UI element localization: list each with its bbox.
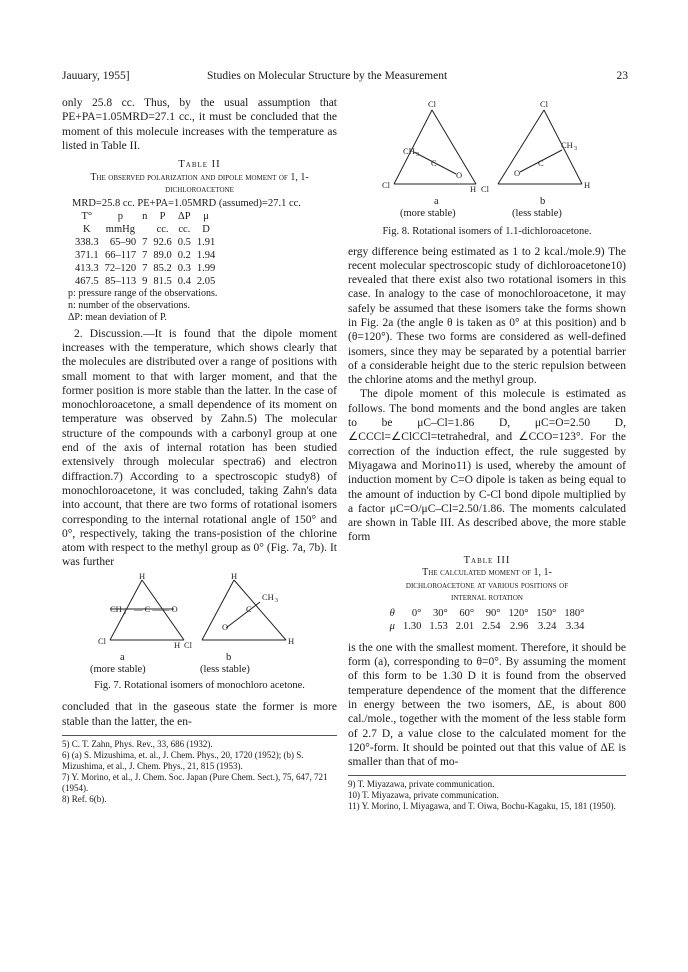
table-row: [72, 262, 218, 275]
discussion-paragraph: 2. Discussion.—It is found that the dipole moment increases with the temperature, which shows clearly that the molecules are distributed over a range of positions with small moment to that with larger moment, and that the former position is more stable than the latter. In the case of monochloroacetone, a small dependence of its moment on temperature was observed by Zahn.5) The molecular structure of the compounds with a carbonyl group at one end of the axis of internal rotation has been studied extensively through molecular spectra6) and electron diffraction.7) According to a spectroscopic study8) of monochloroacetone, it was concluded, taking Zahn's data into account, that there are two forms of rotational isomers corresponding to the internal rotational angle of 150° and 0°, respectively, taking the trans-posistion of the chlorine atom with respect to the methyl group as 0° (Fig. 7a, 7b). It was further: [62, 327, 337, 569]
cell: 338.3: [75, 236, 99, 248]
cell: 2.05: [196, 275, 216, 287]
cell: 0.3: [177, 262, 191, 274]
cell: 120°: [508, 607, 529, 619]
cell: 7: [142, 236, 148, 248]
svg-text:C: C: [538, 158, 544, 168]
cell: 72–120: [104, 262, 137, 274]
svg-text:O: O: [222, 621, 229, 632]
fig8-label-a: a: [434, 196, 439, 207]
table-label: Table III: [463, 554, 511, 566]
header-cell: P: [159, 210, 166, 222]
svg-text:C: C: [431, 158, 437, 168]
page-header: [62, 70, 628, 88]
footnote: 6) (a) S. Mizushima, et. al., J. Chem. Phys., 20, 1720 (1952); (b) S. Mizushima, et al., J. Chem. Phys., 21, 815 (1953).: [62, 749, 304, 771]
svg-text:O: O: [514, 168, 521, 178]
cell: 81.5: [153, 275, 172, 287]
svg-text:3: 3: [275, 597, 278, 604]
header-cell: p: [117, 210, 123, 222]
paragraph: ergy difference being estimated as 1 to 2 kcal./mole.9) The recent molecular spectroscopic study of dichloroacetone10) revealed that there exist also two rotational isomers in this case. In analogy to the case of monochloroacetone, it may safely be assumed that these isomers take the forms shown in Fig. 2a (the angle θ is taken as 0° at this position) and b (θ=120°). These two forms are considered as well-defined isomers, since they may be separated by a potential barrier of a considerable height due to the steric repulsion between the chlorine atoms and the methyl group.: [348, 245, 626, 387]
fig8-caption: Fig. 8. Rotational isomers of 1.1-dichloroacetone.: [382, 226, 592, 237]
cell: 1.94: [196, 249, 216, 261]
svg-text:H: H: [584, 180, 591, 190]
svg-text:CH: CH: [110, 603, 122, 614]
figure-7: [62, 572, 337, 680]
fig8-less-stable: (less stable): [512, 208, 562, 219]
cell: 89.0: [153, 249, 172, 261]
svg-text:CH: CH: [262, 591, 274, 602]
table-row: [72, 249, 218, 262]
cell: 66–117: [105, 249, 137, 261]
cell: 92.6: [153, 236, 172, 248]
cell: 85–113: [105, 275, 137, 287]
cell: 1.91: [196, 236, 216, 248]
dichloroacetone-isomer-diagram: [348, 96, 626, 196]
unit-cell: K: [83, 223, 91, 235]
paragraph: is the one with the smallest moment. Therefore, it should be form (a), corresponding to θ=0°. By assuming the moment of this form to be 1.30 D it is found from the observed temperature dependence of the moment that the difference in energy between the two isomers, ΔE, is about 800 cal./mole., together with the moment of the less stable form of 2.7 D, a value close to the calculated moment for the 120°-form. It should be pointed out that this value of ΔE is smaller than that of mo-: [348, 641, 626, 769]
cell: 371.1: [75, 249, 99, 261]
svg-text:Cl: Cl: [98, 635, 107, 646]
row-label: μ: [389, 620, 395, 632]
svg-text:3: 3: [416, 152, 419, 158]
paragraph: concluded that in the gaseous state the former is more stable than the latter, the en-: [62, 701, 337, 728]
footnote: 8) Ref. 6(b).: [62, 793, 107, 804]
figure-8: [348, 96, 626, 226]
unit-cell: mmHg: [105, 223, 135, 235]
cell: 7: [142, 249, 148, 261]
header-date: Jauuary, 1955]: [62, 70, 130, 82]
svg-text:Cl: Cl: [428, 99, 437, 109]
footnotes: [62, 735, 337, 805]
svg-text:— C —— O: — C —— O: [134, 603, 178, 614]
paragraph: only 25.8 cc. Thus, by the usual assumption that PE+PA=1.05MRD=27.1 cc., it must be concluded that the moment of this molecule increases with the temperature as listed in Table II.: [62, 97, 337, 152]
fig8-label-b: b: [540, 196, 546, 207]
svg-text:H: H: [231, 571, 238, 581]
cell: 2.01: [455, 620, 475, 632]
table-note: p: pressure range of the observations.: [68, 287, 218, 299]
table-note: n: number of the observations.: [68, 299, 190, 311]
cell: 0.4: [177, 275, 191, 287]
fig8-more-stable: (more stable): [400, 208, 456, 219]
fig7-label-b: b: [226, 651, 232, 663]
table-iii-caption: [348, 555, 626, 605]
table-row: [386, 620, 589, 633]
table-title: The observed polarization and dipole moment of 1, 1-dichloroacetone: [90, 171, 309, 196]
svg-text:3: 3: [574, 146, 577, 152]
paragraph: The dipole moment of this molecule is estimated as follows. The bond moments and the bond angles are taken to be μC–Cl=1.86 D, μC=O=2.50 D, ∠CCCl=∠ClCCl=tetrahedral, and ∠CCO=123°. For the correction of the induction effect, the rule suggested by Miyagawa and Morino11) is used, whereby the amount of induction moment by C=O dipole is taken as being equal to the amount of induction by C-Cl bond dipole multiplied by a factor μC=O/μC–Cl=2.50/1.86. The moments calculated are shown in Table III. As described above, the more stable form: [348, 388, 626, 544]
unit-cell: cc.: [156, 223, 169, 235]
svg-text:Cl: Cl: [540, 99, 549, 109]
cell: 30°: [433, 607, 448, 619]
row-label: θ: [389, 607, 395, 619]
table-units-row: [72, 223, 218, 236]
cell: 0.5: [177, 236, 191, 248]
table-iii: [386, 607, 589, 633]
header-cell: T°: [81, 210, 93, 222]
right-column: [348, 96, 626, 812]
fig7-less-stable: (less stable): [200, 663, 250, 675]
svg-text:C: C: [246, 603, 252, 614]
cell: 0.2: [177, 249, 191, 261]
unit-cell: D: [202, 223, 210, 235]
fig7-more-stable: (more stable): [90, 663, 146, 675]
footnote: 7) Y. Morino, et al., J. Chem. Soc. Japan (Pure Chem. Sect.), 75, 647, 721 (1954).: [62, 771, 328, 793]
table-notes: [68, 288, 337, 324]
table-header-row: [72, 210, 218, 223]
cell: 90°: [485, 607, 501, 619]
header-cell: ΔP: [178, 210, 191, 222]
cell: 413.3: [75, 262, 99, 274]
table-title: The calculated moment of 1, 1-dichloroacetone at various positions of internal rotation: [405, 567, 569, 604]
table-note: ΔP: mean deviation of P.: [68, 311, 167, 323]
table-row: [72, 275, 218, 288]
footnote: 10) T. Miyazawa, private communication.: [348, 790, 499, 801]
cell: 150°: [536, 607, 557, 619]
unit-cell: [139, 223, 150, 236]
table-ii: [72, 210, 218, 288]
svg-text:CH: CH: [403, 146, 415, 156]
header-cell: n: [142, 210, 148, 222]
table-label: Table II: [178, 159, 221, 171]
unit-cell: cc.: [178, 223, 191, 235]
cell: 2.96: [510, 620, 529, 632]
svg-text:Cl: Cl: [382, 180, 391, 190]
cell: 65–90: [109, 236, 137, 248]
svg-text:3: 3: [123, 609, 126, 616]
cell: 7: [142, 262, 148, 274]
cell: 9: [142, 275, 148, 287]
svg-text:CH: CH: [561, 140, 573, 150]
cell: 60°: [459, 607, 475, 619]
cell: 180°: [564, 607, 585, 619]
svg-text:H: H: [470, 184, 477, 194]
cell: 1.30: [402, 620, 422, 632]
footnotes: [348, 775, 626, 812]
cell: 467.5: [75, 275, 99, 287]
cell: 2.54: [482, 620, 501, 632]
cell: 3.34: [565, 620, 585, 632]
footnote: 11) Y. Morino, I. Miyagawa, and T. Oiwa, Bochu-Kagaku, 15, 181 (1950).: [348, 801, 616, 812]
table-row: [386, 607, 589, 620]
footnote: 9) T. Miyazawa, private communication.: [348, 779, 495, 790]
fig7-label-a: a: [120, 651, 125, 663]
table-ii-caption: [62, 159, 337, 197]
table-condition: MRD=25.8 cc. PE+PA=1.05MRD (assumed)=27.1 cc.: [72, 197, 301, 209]
footnote: 5) C. T. Zahn, Phys. Rev., 33, 686 (1932).: [62, 738, 213, 749]
svg-text:Cl: Cl: [184, 639, 193, 650]
monochloroacetone-isomer-diagram: [62, 572, 337, 652]
left-column: [62, 96, 337, 805]
cell: 85.2: [153, 262, 172, 274]
svg-text:H: H: [174, 639, 181, 650]
svg-text:H: H: [139, 571, 146, 581]
table-row: [72, 236, 218, 249]
svg-text:O: O: [456, 170, 463, 180]
svg-text:H: H: [288, 635, 295, 646]
cell: 0°: [411, 607, 422, 619]
cell: 1.53: [429, 620, 448, 632]
fig7-caption: Fig. 7. Rotational isomers of monochloro acetone.: [94, 679, 305, 691]
cell: 1.99: [196, 262, 216, 274]
header-title: Studies on Molecular Structure by the Measurement: [207, 70, 448, 82]
header-cell: μ: [203, 210, 209, 222]
page-number: 23: [616, 70, 628, 82]
cell: 3.24: [537, 620, 557, 632]
svg-text:Cl: Cl: [481, 184, 490, 194]
